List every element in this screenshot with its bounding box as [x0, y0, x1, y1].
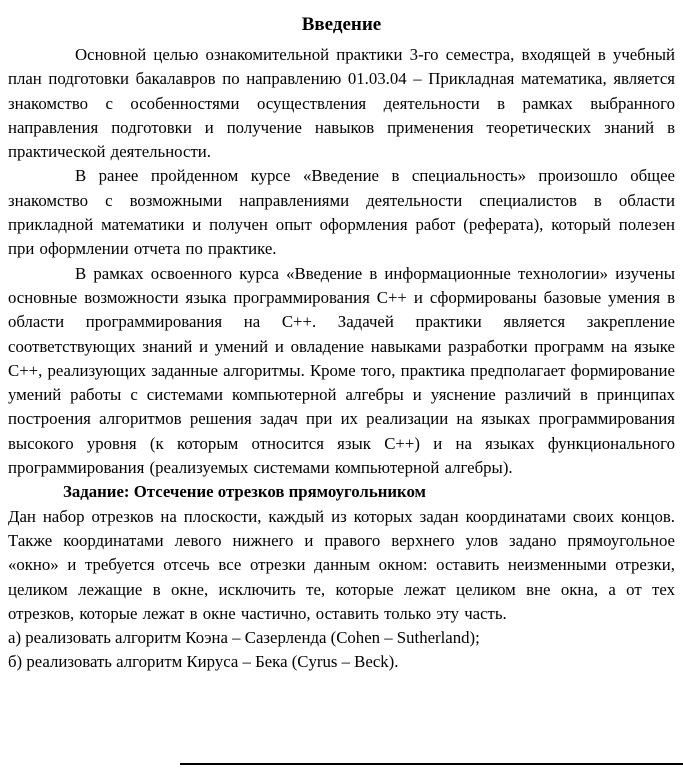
- task-heading: Задание: Отсечение отрезков прямоугольником: [63, 482, 426, 502]
- document-title: Введение: [301, 14, 382, 35]
- intro-paragraph-1: Основной целью ознакомительной практики 3-го семестра, входящей в учебный план подготовки бакалавров по направлению 01.03.04 – Прикладная математика, является знакомство с особенностями осуществления деятельности в рамках выбранного направления подготовки и получение навыков применения теоретических знаний в практической деятельности.: [8, 45, 675, 162]
- intro-paragraph-2: В ранее пройденном курсе «Введение в специальность» произошло общее знакомство с возможными направлениями деятельности специалистов в области прикладной математики и получен опыт оформления работ (реферата), который полезен при оформлении отчета по практике.: [8, 166, 675, 259]
- intro-paragraph-3: В рамках освоенного курса «Введение в информационные технологии» изучены основные возможности языка программирования C++ и сформированы базовые умения в области программирования на C++. Задачей практики является закрепление соответствующих знаний и умений и овладение навыками разработки программ на языке C++, реализующих заданные алгоритмы. Кроме того, практика предполагает формирование умений работы с системами компьютерной алгебры и уяснение различий в принципах построения алгоритмов решения задач при их реализации на языках программирования высокого уровня (к которым относится язык C++) и на языках функционального программирования (реализуемых системами компьютерной алгебры).: [8, 263, 675, 478]
- task-item-a: а) реализовать алгоритм Коэна – Сазерленда (Cohen – Sutherland);: [8, 628, 480, 648]
- task-description: Дан набор отрезков на плоскости, каждый из которых задан координатами своих концов. Также координатами левого нижнего и правого верхнего улов задано прямоугольное «окно» и требуется отсечь все отрезки данным окном: оставить неизменными отрезки, целиком лежащие в окне, исключить те, которые лежат целиком вне окна, а от тех отрезков, которые лежат в окне частично, оставить только эту часть.: [8, 506, 675, 623]
- bottom-divider: [180, 763, 683, 765]
- task-item-b: б) реализовать алгоритм Кируса – Бека (Cyrus – Beck).: [8, 652, 399, 672]
